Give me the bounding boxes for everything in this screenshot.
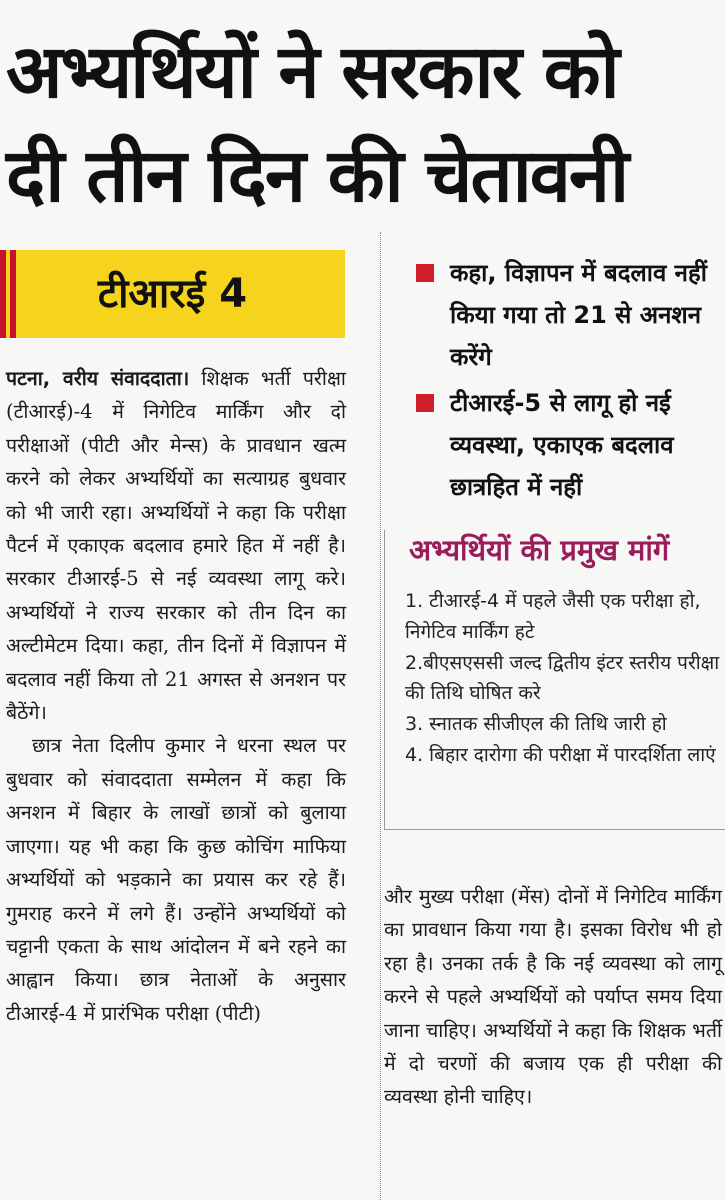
bullet-square-icon — [416, 264, 434, 282]
column-divider — [380, 232, 381, 1200]
topic-tag — [0, 250, 345, 338]
article-right-column — [384, 880, 722, 1114]
demand-item: 1. टीआरई-4 में पहले जैसी एक परीक्षा हो, निगेटिव मार्किंग हटे — [405, 590, 701, 643]
demands-box — [384, 530, 725, 830]
article-paragraph-1 — [6, 362, 346, 729]
bullet-square-icon — [416, 394, 434, 412]
demands-title: अभ्यर्थियों की प्रमुख मांगें — [409, 533, 670, 567]
dateline: पटना, वरीय संवाददाता। — [6, 367, 190, 390]
article-paragraph-2: छात्र नेता दिलीप कुमार ने धरना स्थल पर बुधवार को संवाददाता सम्मेलन में कहा कि अनशन में बिहार के लाखों छात्रों को बुलाया जाएगा। यह भी कहा कि कुछ कोचिंग माफिया अभ्यर्थियों को भड़काने का प्रयास कर रहे हैं। गुमराह करने में लगे हैं। उन्होंने अभ्यर्थियों को चट्टानी एकता के साथ आंदोलन में बने रहने का आह्वान किया। छात्र नेताओं के अनुसार टीआरई-4 में प्रारंभिक परीक्षा (पीटी) — [6, 734, 346, 1025]
highlight-text: टीआरई-5 से लागू हो नई व्यवस्था, एकाएक बदलाव छात्रहित में नहीं — [450, 389, 674, 501]
highlight-item — [412, 252, 722, 378]
highlights — [412, 252, 722, 508]
headline — [0, 0, 725, 232]
demands-list — [385, 586, 725, 771]
article-left-column — [6, 362, 346, 1030]
demand-item: 2.बीएसएससी जल्द द्वितीय इंटर स्तरीय परीक्षा की तिथि घोषित करे — [405, 651, 720, 705]
headline-line-2: दी तीन दिन की चेतावनी — [6, 133, 628, 219]
highlight-text: कहा, विज्ञापन में बदलाव नहीं किया गया तो 21 से अनशन करेंगे — [450, 259, 707, 371]
article-paragraph-1-text: शिक्षक भर्ती परीक्षा (टीआरई)-4 में निगेटिव मार्किंग और दो परीक्षाओं (पीटी और मेन्स) के प्रावधान खत्म करने को लेकर अभ्यर्थियों का सत्याग्रह बुधवार को भी जारी रहा। अभ्यर्थियों ने कहा कि परीक्षा पैटर्न में एकाएक बदलाव हमारे हित में नहीं है। सरकार टीआरई-5 से नई व्यवस्था लागू करे। अभ्यर्थियों ने राज्य सरकार को तीन दिन का अल्टीमेटम दिया। कहा, तीन दिनों में विज्ञापन में बदलाव नहीं किया तो 21 अगस्त से अनशन पर बैठेंगे। — [6, 367, 346, 725]
topic-tag-label: टीआरई 4 — [97, 271, 248, 317]
demand-item: 3. स्नातक सीजीएल की तिथि जारी हो — [405, 713, 667, 736]
highlight-item — [412, 382, 722, 508]
demand-item: 4. बिहार दारोगा की परीक्षा में पारदर्शिता लाएं — [405, 743, 716, 766]
headline-line-1: अभ्यर्थियों ने सरकार को — [6, 29, 618, 115]
article-paragraph-3: और मुख्य परीक्षा (मेंस) दोनों में निगेटिव मार्किंग का प्रावधान किया गया है। इसका विरोध भी हो रहा है। उनका तर्क है कि नई व्यवस्था को लागू करने से पहले अभ्यर्थियों को पर्याप्त समय दिया जाना चाहिए। अभ्यर्थियों ने कहा कि शिक्षक भर्ती में दो चरणों की बजाय एक ही परीक्षा की व्यवस्था होनी चाहिए। — [384, 885, 722, 1109]
